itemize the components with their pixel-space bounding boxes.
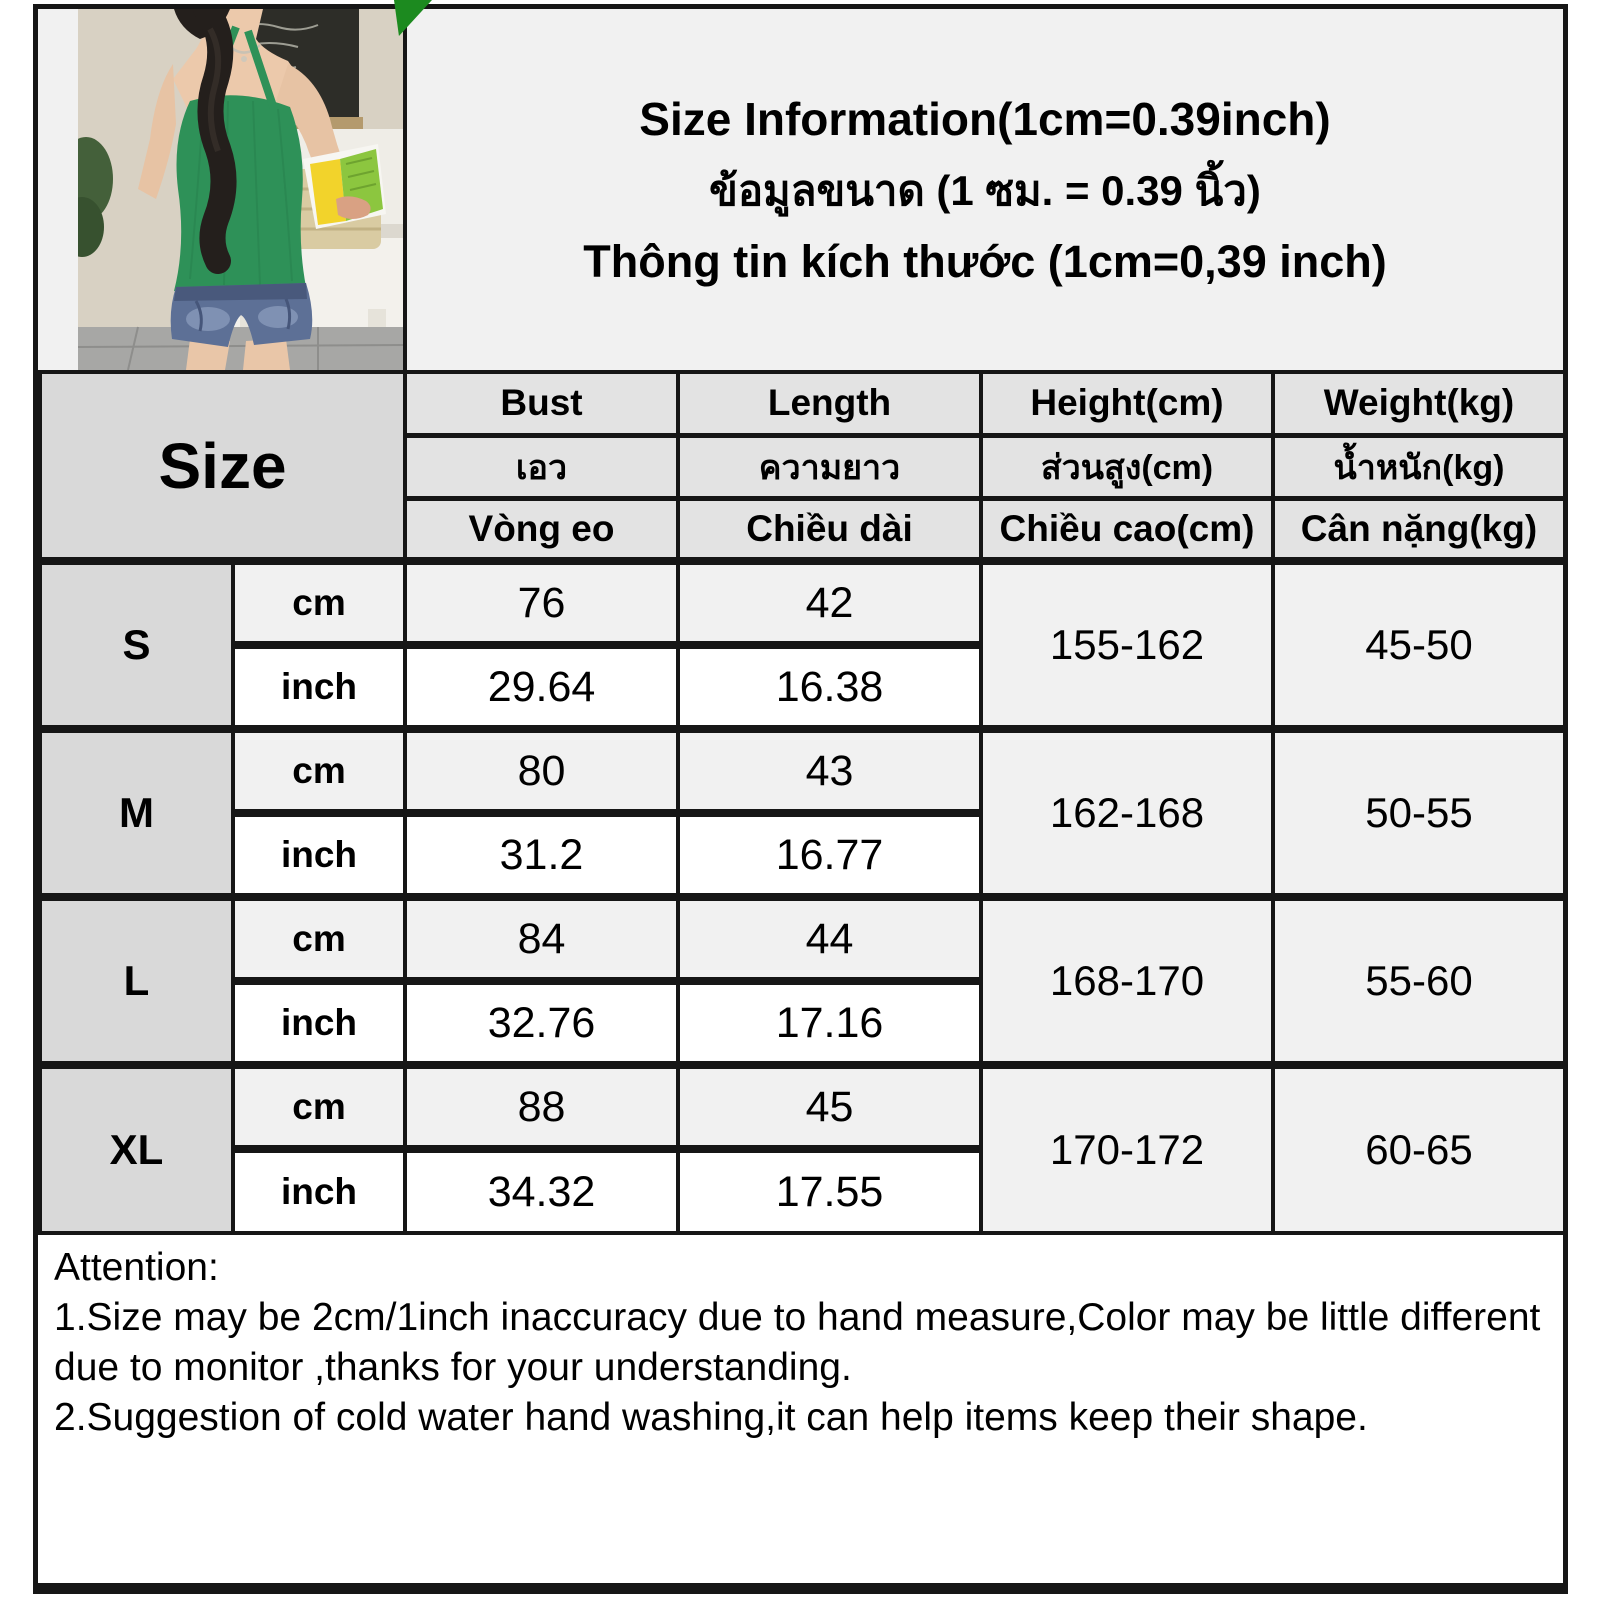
- bust-inch-s: 29.64: [405, 645, 678, 729]
- weight-range-m: 50-55: [1273, 729, 1565, 897]
- length-cm-l: 44: [678, 897, 981, 981]
- length-cm-s: 42: [678, 561, 981, 645]
- length-inch-l: 17.16: [678, 981, 981, 1065]
- size-info-title-th: ข้อมูลขนาด (1 ซม. = 0.39 นิ้ว): [709, 166, 1261, 214]
- attention-line-1: 1.Size may be 2cm/1inch inaccuracy due to hand measure,Color may be little different due to monitor ,thanks for your understanding.: [54, 1296, 1541, 1389]
- bust-cm-l: 84: [405, 897, 678, 981]
- weight-range-xl: 60-65: [1273, 1065, 1565, 1233]
- col-height-th: ส่วนสูง(cm): [981, 435, 1273, 498]
- size-row-s-cm: [40, 561, 1565, 645]
- height-range-l: 168-170: [981, 897, 1273, 1065]
- size-table: [38, 370, 1567, 1235]
- col-length-en: Length: [678, 372, 981, 435]
- unit-cm-l: cm: [233, 897, 405, 981]
- product-photo-illustration: [78, 9, 403, 370]
- col-bust-th: เอว: [405, 435, 678, 498]
- size-label-l: L: [40, 897, 233, 1065]
- height-range-xl: 170-172: [981, 1065, 1273, 1233]
- size-chart-sheet: [33, 4, 1568, 1594]
- length-inch-m: 16.77: [678, 813, 981, 897]
- size-info-title-en: Size Information(1cm=0.39inch): [639, 92, 1331, 145]
- weight-range-l: 55-60: [1273, 897, 1565, 1065]
- col-height-vi: Chiều cao(cm): [981, 498, 1273, 561]
- attention-note: [38, 1235, 1563, 1583]
- weight-range-s: 45-50: [1273, 561, 1565, 729]
- length-cm-xl: 45: [678, 1065, 981, 1149]
- length-inch-s: 16.38: [678, 645, 981, 729]
- unit-cm-m: cm: [233, 729, 405, 813]
- col-height-en: Height(cm): [981, 372, 1273, 435]
- bust-inch-xl: 34.32: [405, 1149, 678, 1233]
- size-row-xl-cm: [40, 1065, 1565, 1149]
- top-section: [38, 9, 1563, 370]
- size-label-m: M: [40, 729, 233, 897]
- col-weight-en: Weight(kg): [1273, 372, 1565, 435]
- size-label-s: S: [40, 561, 233, 729]
- length-cm-m: 43: [678, 729, 981, 813]
- col-weight-th: น้ำหนัก(kg): [1273, 435, 1565, 498]
- height-range-s: 155-162: [981, 561, 1273, 729]
- unit-cm-xl: cm: [233, 1065, 405, 1149]
- bust-cm-s: 76: [405, 561, 678, 645]
- size-row-l-cm: [40, 897, 1565, 981]
- unit-inch-s: inch: [233, 645, 405, 729]
- length-inch-xl: 17.55: [678, 1149, 981, 1233]
- bust-inch-m: 31.2: [405, 813, 678, 897]
- height-range-m: 162-168: [981, 729, 1273, 897]
- attention-line-2: 2.Suggestion of cold water hand washing,it can help items keep their shape.: [54, 1396, 1368, 1439]
- unit-inch-l: inch: [233, 981, 405, 1065]
- col-length-th: ความยาว: [678, 435, 981, 498]
- bust-inch-l: 32.76: [405, 981, 678, 1065]
- size-info-title-block: [407, 9, 1563, 370]
- unit-inch-xl: inch: [233, 1149, 405, 1233]
- unit-inch-m: inch: [233, 813, 405, 897]
- attention-title: Attention:: [54, 1246, 219, 1289]
- size-column-header: Size: [40, 372, 405, 561]
- col-weight-vi: Cân nặng(kg): [1273, 498, 1565, 561]
- unit-cm-s: cm: [233, 561, 405, 645]
- size-row-m-cm: [40, 729, 1565, 813]
- bust-cm-m: 80: [405, 729, 678, 813]
- product-photo: [38, 9, 407, 370]
- col-bust-en: Bust: [405, 372, 678, 435]
- bust-cm-xl: 88: [405, 1065, 678, 1149]
- size-label-xl: XL: [40, 1065, 233, 1233]
- col-bust-vi: Vòng eo: [405, 498, 678, 561]
- col-length-vi: Chiều dài: [678, 498, 981, 561]
- size-info-title-vi: Thông tin kích thước (1cm=0,39 inch): [583, 235, 1387, 287]
